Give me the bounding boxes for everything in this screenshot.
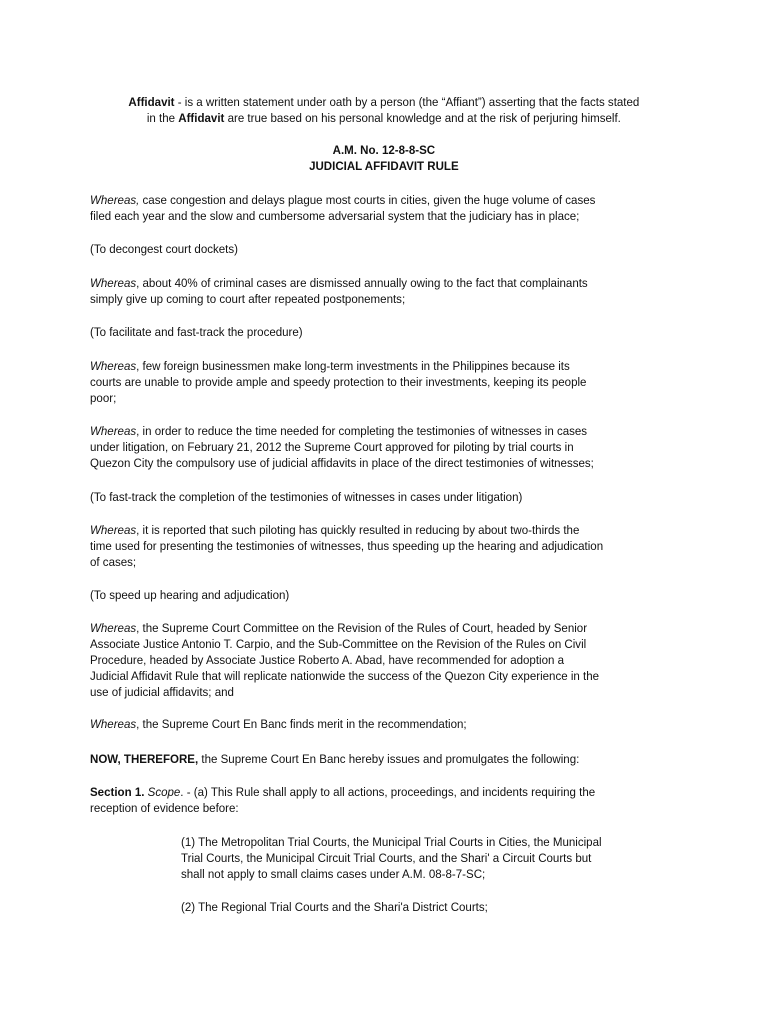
scope-item-2: (2) The Regional Trial Courts and the Shari'a District Courts; xyxy=(181,900,488,914)
now-therefore-paragraph: NOW, THEREFORE, the Supreme Court En Banc hereby issues and promulgates the following: xyxy=(90,752,580,766)
rule-title: JUDICIAL AFFIDAVIT RULE xyxy=(309,159,459,173)
section-1-paragraph: Section 1. Scope. - (a) This Rule shall apply to all actions, proceedings, and incidents requiring the reception of evidence before: xyxy=(90,785,596,815)
definition-line-2: in the Affidavit are true based on his personal knowledge and at the risk of perjuring himself. xyxy=(146,111,621,125)
purpose-note-4: (To speed up hearing and adjudication) xyxy=(90,588,290,602)
rule-heading xyxy=(90,142,678,174)
whereas-paragraph-2: Whereas, about 40% of criminal cases are dismissed annually owing to the fact that complainants simply give up coming to court after repeated postponements; xyxy=(90,276,588,306)
whereas-paragraph-5: Whereas, it is reported that such piloting has quickly resulted in reducing by about two-thirds the time used for presenting the testimonies of witnesses, thus speeding up the hearing and adjudication of cases; xyxy=(90,523,604,569)
definition-term-2: Affidavit xyxy=(178,111,225,125)
whereas-paragraph-6: Whereas, the Supreme Court Committee on the Revision of the Rules of Court, headed by Senior Associate Justice Antonio T. Carpio, and the Sub-Committee on the Revision of the Rules on Civil Procedure, headed by Associate Justice Roberto A. Abad, have recommended for adoption a Judicial Affidavit Rule that will replicate nationwide the success of the Quezon City experience in the use of judicial affidavits; and xyxy=(90,621,600,699)
purpose-note-1: (To decongest court dockets) xyxy=(90,242,238,256)
definition-line-1: Affidavit - is a written statement under oath by a person (the “Affiant”) asserting that the facts stated xyxy=(128,95,640,109)
rule-number: A.M. No. 12-8-8-SC xyxy=(332,143,436,157)
purpose-note-2: (To facilitate and fast-track the procedure) xyxy=(90,325,303,339)
definition-paragraph xyxy=(90,94,678,126)
whereas-paragraph-1: Whereas, case congestion and delays plague most courts in cities, given the huge volume of cases filed each year and the slow and cumbersome adversarial system that the judiciary has in place; xyxy=(90,193,596,223)
scope-item-1: (1) The Metropolitan Trial Courts, the Municipal Trial Courts in Cities, the Municipal Trial Courts, the Municipal Circuit Trial Courts, and the Shari' a Circuit Courts but shall not apply to small claims cases under A.M. 08-8-7-SC; xyxy=(181,835,602,881)
section-1-label: Section 1. xyxy=(90,785,145,799)
definition-term: Affidavit xyxy=(128,95,175,109)
whereas-paragraph-4: Whereas, in order to reduce the time needed for completing the testimonies of witnesses in cases under litigation, on February 21, 2012 the Supreme Court approved for piloting by trial courts in Quezon City the compulsory use of judicial affidavits in place of the direct testimonies of witnesses; xyxy=(90,424,594,470)
purpose-note-3: (To fast-track the completion of the testimonies of witnesses in cases under litigation) xyxy=(90,490,523,504)
whereas-paragraph-7: Whereas, the Supreme Court En Banc finds merit in the recommendation; xyxy=(90,717,467,731)
whereas-paragraph-3: Whereas, few foreign businessmen make long-term investments in the Philippines because its courts are unable to provide ample and speedy protection to their investments, keeping its people poor; xyxy=(90,359,587,405)
